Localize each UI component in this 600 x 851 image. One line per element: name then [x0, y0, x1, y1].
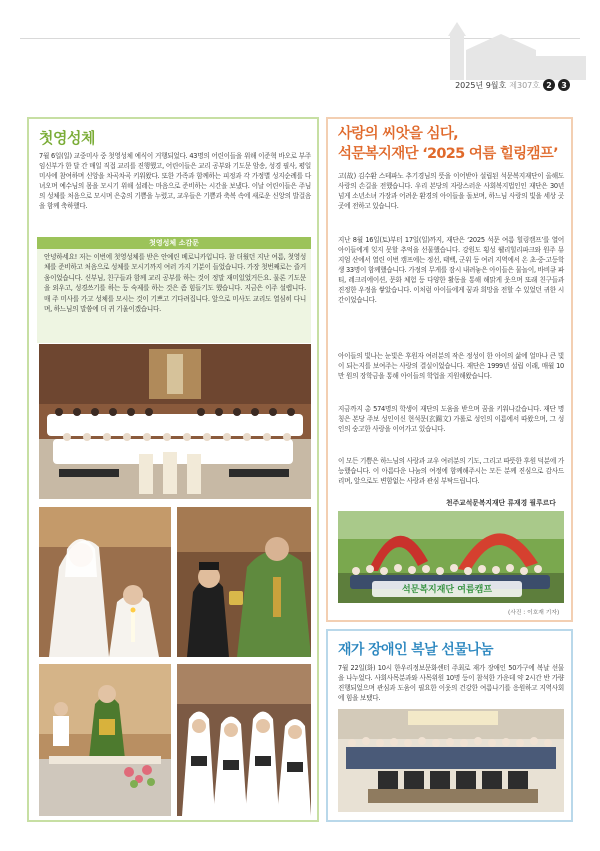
first-communion-paragraph: 7월 6일(일) 교중미사 중 첫영성체 예식이 거행되었다. 43명의 어린이들을 위해 이준혁 바오로 부주임신부가 한 달 간 매일 직접 교리를 진행했고, 어린이들은 교리 공부와 기도문 암송, 성경 필사, 평일 미사에 참여하며 신앙을 차곡차곡 키워왔다. 또한 가족과 함께하는 피정과 각 가정별 성지순례를 다녀오며 예수님의 몸을 모시기 위해 설레는 마음으로 준비하는 시간을 보냈다. 이날 어린이들은 주님의 성체를 처음으로 모시며 은총의 기쁨을 누렸고, 교우들은 기쁨과 축복 속에 새로운 신앙의 발걸음을 함께 축하했다. — [39, 152, 311, 210]
issue-date: 2025년 9월호 — [455, 80, 507, 90]
camp-paragraph-5: 이 모든 기쁨은 하느님의 사랑과 교우 여러분의 기도, 그리고 따뜻한 후원 덕분에 가능했습니다. 이 아름다운 나눔의 여정에 함께해주시는 모든 분께 진심으로 감사드리며, 앞으로도 변함없는 사랑과 관심 부탁드립니다. — [338, 457, 564, 485]
testimony-text: 안녕하세요! 저는 이번에 첫영성체를 받은 안예린 베로니카입니다. 참 더웠던 지난 여름, 첫영성체를 준비하고 처음으로 성체를 모시기까지 여러 가지 기분이 들었습니다. 가장 첫번째로는 즐거움이었습니다. 신부님, 친구들과 함께 교리 공부를 하는 것이 정말 재미있었거든요. 물론 기도문을 외우고, 성경쓰기를 하는 등 숙제를 하는 것은 좀 힘들기도 했습니다. 지금은 이주 설렙니다. 매 주 미사를 가고 성체를 모시는 것이 기쁘고 기다려집니다. 앞으로 미사도 교리도 열심히 다니며, 하느님의 말씀에 더 귀 기울이겠습니다. — [44, 253, 306, 314]
first-communion-article — [27, 117, 319, 822]
camp-group-photo — [338, 511, 564, 603]
camp-paragraph-1: 고(故) 김수환 스테파노 추기경님의 뜻을 이어받아 설립된 석문복지재단이 올해도 사랑의 손길을 전했습니다. 우리 본당의 자랑스러운 사회복지법인인 재단은 30년 넘게 소년소녀 가장과 어려운 환경의 아이들을 돌보며, 하느님 사랑의 빛을 세상 곳곳에 전하고 있습니다. — [338, 172, 564, 210]
group-photo — [39, 344, 311, 499]
camp-banner: 석문복지재단 여름캠프 — [401, 585, 493, 595]
gift-sharing-article — [326, 629, 573, 822]
camp-title-line1: 사랑의 씨앗을 심다, — [338, 126, 458, 142]
first-communion-title: 첫영성체 — [39, 129, 95, 147]
communion-photo — [177, 507, 311, 657]
gift-paragraph: 7월 22일(화) 10시 한우리정보문화센터 주최로 재가 장애인 50가구에 복날 선물을 나누었다. 사회사목분과와 사목위원 10명 등이 참석한 가운데 약 2시간 반 가량 진행되었으며 관심과 도움이 필요한 이웃의 건강한 여름나기를 응원하고 지역사회에 힘을 보탰다. — [338, 664, 564, 702]
camp-paragraph-3: 아이들의 빛나는 눈빛은 후원자 여러분의 작은 정성이 한 아이의 삶에 얼마나 큰 빛이 되는지를 보여주는 사랑의 결실이었습니다. 재단은 1999년 설립 이래, 매월 10만 원의 장학금을 통해 아이들의 학업을 지원해왔습니다. — [338, 352, 564, 380]
gift-group-photo — [338, 709, 564, 812]
camp-photo-credit: (사진 : 이호재 기자) — [508, 610, 560, 616]
girl-candle-photo — [39, 507, 171, 657]
camp-paragraph-4: 지금까지 총 574명의 학생이 재단의 도움을 받으며 꿈을 키워나갔습니다. 재단 명칭은 본당 주보 성인이신 현석문(玄錫文) 가롤로 성인의 이름에서 따왔으며, 그 성인의 숭고한 사랑을 이어가고 있습니다. — [338, 405, 564, 433]
children-singing-photo — [177, 664, 311, 816]
church-watermark-icon — [430, 20, 600, 80]
issue-info — [455, 79, 570, 91]
page-number-left: 2 — [543, 79, 555, 91]
altar-priest-photo — [39, 664, 171, 816]
healing-camp-article — [326, 117, 573, 622]
issue-volume: 제307호 — [509, 80, 540, 90]
camp-paragraph-2: 지난 8월 16일(토)부터 17일(일)까지, 재단은 ‘2025 석문 여름 힐링캠프’를 열어 아이들에게 잊지 못할 추억을 선물했습니다. 강원도 횡성 웰리힐리파크와 원주 뮤지엄 산에서 열린 이번 캠프에는 정선, 태백, 군위 등 여러 지역에서 온 초·중·고등학생 33명이 함께했습니다. 가정의 무게를 잠시 내려놓은 아이들은 물놀이, 바비큐 파티, 레크리에이션, 문화 체험 등 다양한 활동을 통해 해맑게 웃으며 또래 친구들과 진정한 우정을 쌓았습니다. 이처럼 아이들에게 꿈과 희망을 전할 수 있었던 귀한 시간이었습니다. — [338, 236, 564, 304]
page-number-right: 3 — [558, 79, 570, 91]
camp-title-line2: 석문복지재단 ‘2025 여름 힐링캠프’ — [338, 146, 558, 162]
testimony-box — [37, 237, 311, 343]
testimony-tag: 첫영성체 소감문 — [37, 237, 311, 249]
camp-signature: 천주교석문복지재단 류재경 필루르다 — [446, 499, 556, 507]
gift-title: 재가 장애인 복날 선물나눔 — [338, 642, 493, 658]
